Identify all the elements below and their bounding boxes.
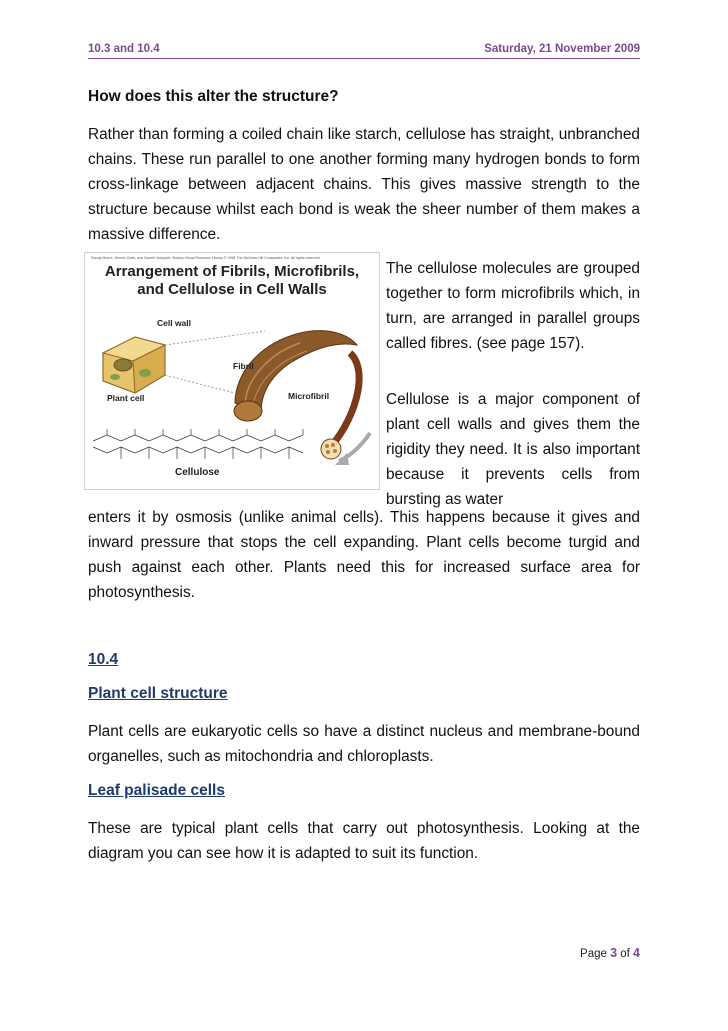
heading-leaf-palisade-cells: Leaf palisade cells bbox=[88, 782, 225, 799]
cellulose-chain-icon bbox=[93, 429, 303, 459]
plant-cell-icon bbox=[103, 337, 165, 393]
footer-of-word: of bbox=[620, 948, 630, 960]
paragraph-cell-walls-continued: enters it by osmosis (unlike animal cells). This happens because it gives and inward pressure that stops the cell expanding. Plant cells become turgid and push against each other. Plants need this for increased surface area for photosynthesis. bbox=[88, 509, 640, 601]
header-date: Saturday, 21 November 2009 bbox=[484, 43, 640, 55]
label-cell-wall: Cell wall bbox=[157, 318, 192, 328]
label-cellulose: Cellulose bbox=[175, 467, 220, 478]
footer-page-word: Page bbox=[580, 948, 607, 960]
label-plant-cell: Plant cell bbox=[107, 393, 145, 403]
section-number-10-4: 10.4 bbox=[88, 651, 119, 668]
paragraph-cell-walls-start: Cellulose is a major component of plant cell walls and gives them the rigidity they need. It is also important because it prevents cells from bursting as water bbox=[386, 391, 640, 508]
microfibril-icon bbox=[321, 353, 359, 459]
page-header bbox=[88, 40, 640, 59]
heading-plant-cell-structure: Plant cell structure bbox=[88, 685, 228, 702]
cellulose-figure bbox=[84, 252, 380, 490]
section-heading-structure: How does this alter the structure? bbox=[88, 88, 339, 105]
cell-wall-illustration bbox=[85, 253, 379, 489]
paragraph-palisade-cells: These are typical plant cells that carry out photosynthesis. Looking at the diagram you can see how it is adapted to suit its function. bbox=[88, 820, 640, 862]
page-footer bbox=[580, 946, 640, 960]
figure-credit: Randy Moore, Dennis Clark, and Darrell Vodopich, Botany Visual Resource Library © 1998 The McGraw-Hill Companies, Inc. All rights reserved. bbox=[91, 256, 321, 260]
fibril-icon bbox=[234, 331, 357, 421]
paragraph-plant-cells: Plant cells are eukaryotic cells so have a distinct nucleus and membrane-bound organelles, such as mitochondria and chloroplasts. bbox=[88, 723, 640, 765]
header-section-label: 10.3 and 10.4 bbox=[88, 43, 160, 55]
figure-title-line1: Arrangement of Fibrils, Microfibrils, bbox=[104, 263, 360, 280]
paragraph-cellulose-chains: Rather than forming a coiled chain like starch, cellulose has straight, unbranched chains. These run parallel to one another forming many hydrogen bonds to form cross-linkage between adjacent chains. This gives massive strength to the structure because whilst each bond is weak the sheer number of them makes a massive difference. bbox=[88, 126, 640, 243]
label-microfibril: Microfibril bbox=[288, 391, 330, 401]
footer-page-total: 4 bbox=[633, 946, 640, 960]
label-fibril: Fibril bbox=[233, 361, 254, 371]
paragraph-microfibrils: The cellulose molecules are grouped together to form microfibrils which, in turn, are arranged in parallel groups called fibres. (see page 157). bbox=[386, 260, 640, 352]
figure-title-line2: and Cellulose in Cell Walls bbox=[137, 281, 327, 298]
footer-page-number: 3 bbox=[610, 946, 618, 960]
